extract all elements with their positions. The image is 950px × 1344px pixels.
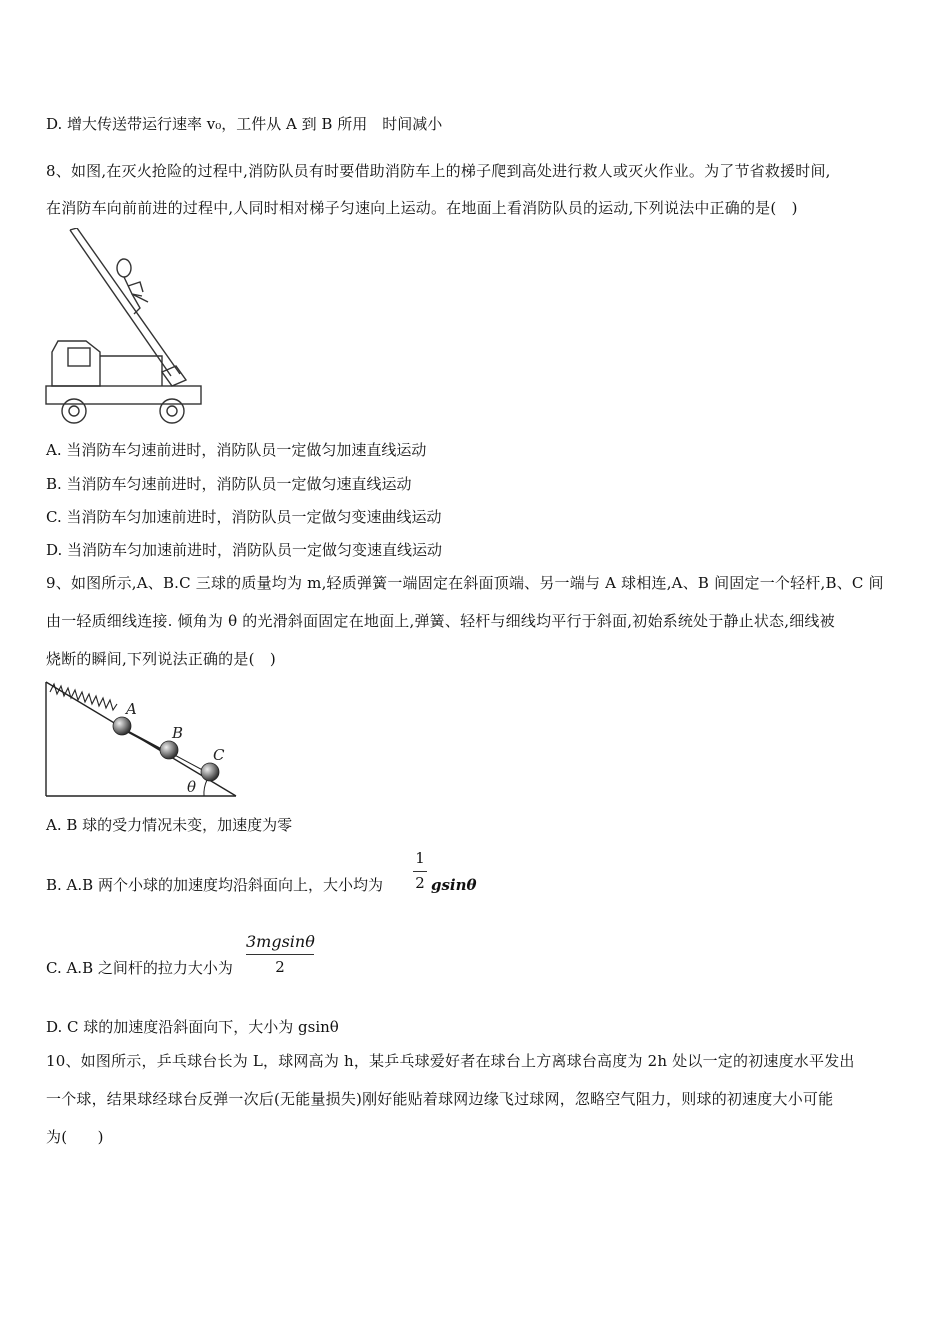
q9-stem-line-1: 9、如图所示,A、B.C 三球的质量均为 m,轻质弹簧一端固定在斜面顶端、另一端与 A 球相连,A、B 间固定一个轻杆,B、C 间 <box>46 574 884 592</box>
q9-option-c-frac-den: 2 <box>275 958 285 976</box>
q9-option-b-frac-bar <box>413 871 427 872</box>
label-a: A <box>126 700 137 718</box>
q8-option-c: C. 当消防车匀加速前进时，消防队员一定做匀变速曲线运动 <box>46 508 442 526</box>
q8-stem-line-2: 在消防车向前前进的过程中,人同时相对梯子匀速向上运动。在地面上看消防队员的运动,下列说法中正确的是( ) <box>46 199 798 217</box>
ball-a <box>113 717 131 735</box>
q9-option-b-frac-num: 1 <box>415 849 425 867</box>
q8-stem-line-1: 8、如图,在灭火抢险的过程中,消防队员有时要借助消防车上的梯子爬到高处进行救人或灭火作业。为了节省救援时间, <box>46 162 831 180</box>
q9-option-b-tail: gsinθ <box>431 876 477 894</box>
q9-option-b: B. A.B 两个小球的加速度均沿斜面向上，大小均为 <box>46 876 383 894</box>
q9-stem-line-2: 由一轻质细线连接. 倾角为 θ 的光滑斜面固定在地面上,弹簧、轻杆与细线均平行于斜面,初始系统处于静止状态,细线被 <box>46 612 835 630</box>
q9-stem-line-3: 烧断的瞬间,下列说法正确的是( ) <box>46 650 276 668</box>
q10-stem-line-1: 10、如图所示，乒乓球台长为 L，球网高为 h，某乒乓球爱好者在球台上方离球台高度为 2h 处以一定的初速度水平发出 <box>46 1052 855 1070</box>
q8-option-b: B. 当消防车匀速前进时，消防队员一定做匀速直线运动 <box>46 475 412 493</box>
label-c: C <box>213 746 225 764</box>
ball-b <box>160 741 178 759</box>
q9-option-b-frac-den: 2 <box>415 874 425 892</box>
q9-option-c: C. A.B 之间杆的拉力大小为 <box>46 959 233 977</box>
label-theta: θ <box>187 778 197 796</box>
q9-option-c-frac-bar <box>246 954 314 955</box>
incline-figure <box>44 678 240 802</box>
q8-option-a: A. 当消防车匀速前进时，消防队员一定做匀加速直线运动 <box>46 441 427 459</box>
q9-option-c-frac-num: 3mgsinθ <box>246 932 315 951</box>
ball-c <box>201 763 219 781</box>
q7-option-d: D. 增大传送带运行速率 v₀，工件从 A 到 B 所用 时间减小 <box>46 115 443 133</box>
q10-stem-line-2: 一个球，结果球经球台反弹一次后(无能量损失)刚好能贴着球网边缘飞过球网，忽略空气阻力，则球的初速度大小可能 <box>46 1090 834 1108</box>
q9-option-a: A. B 球的受力情况未变，加速度为零 <box>46 816 293 834</box>
q10-stem-line-3: 为( ) <box>46 1128 104 1146</box>
q8-option-d: D. 当消防车匀加速前进时，消防队员一定做匀变速直线运动 <box>46 541 443 559</box>
label-b: B <box>172 724 184 742</box>
q9-option-d: D. C 球的加速度沿斜面向下，大小为 gsinθ <box>46 1018 339 1036</box>
fire-truck-figure <box>44 228 204 426</box>
